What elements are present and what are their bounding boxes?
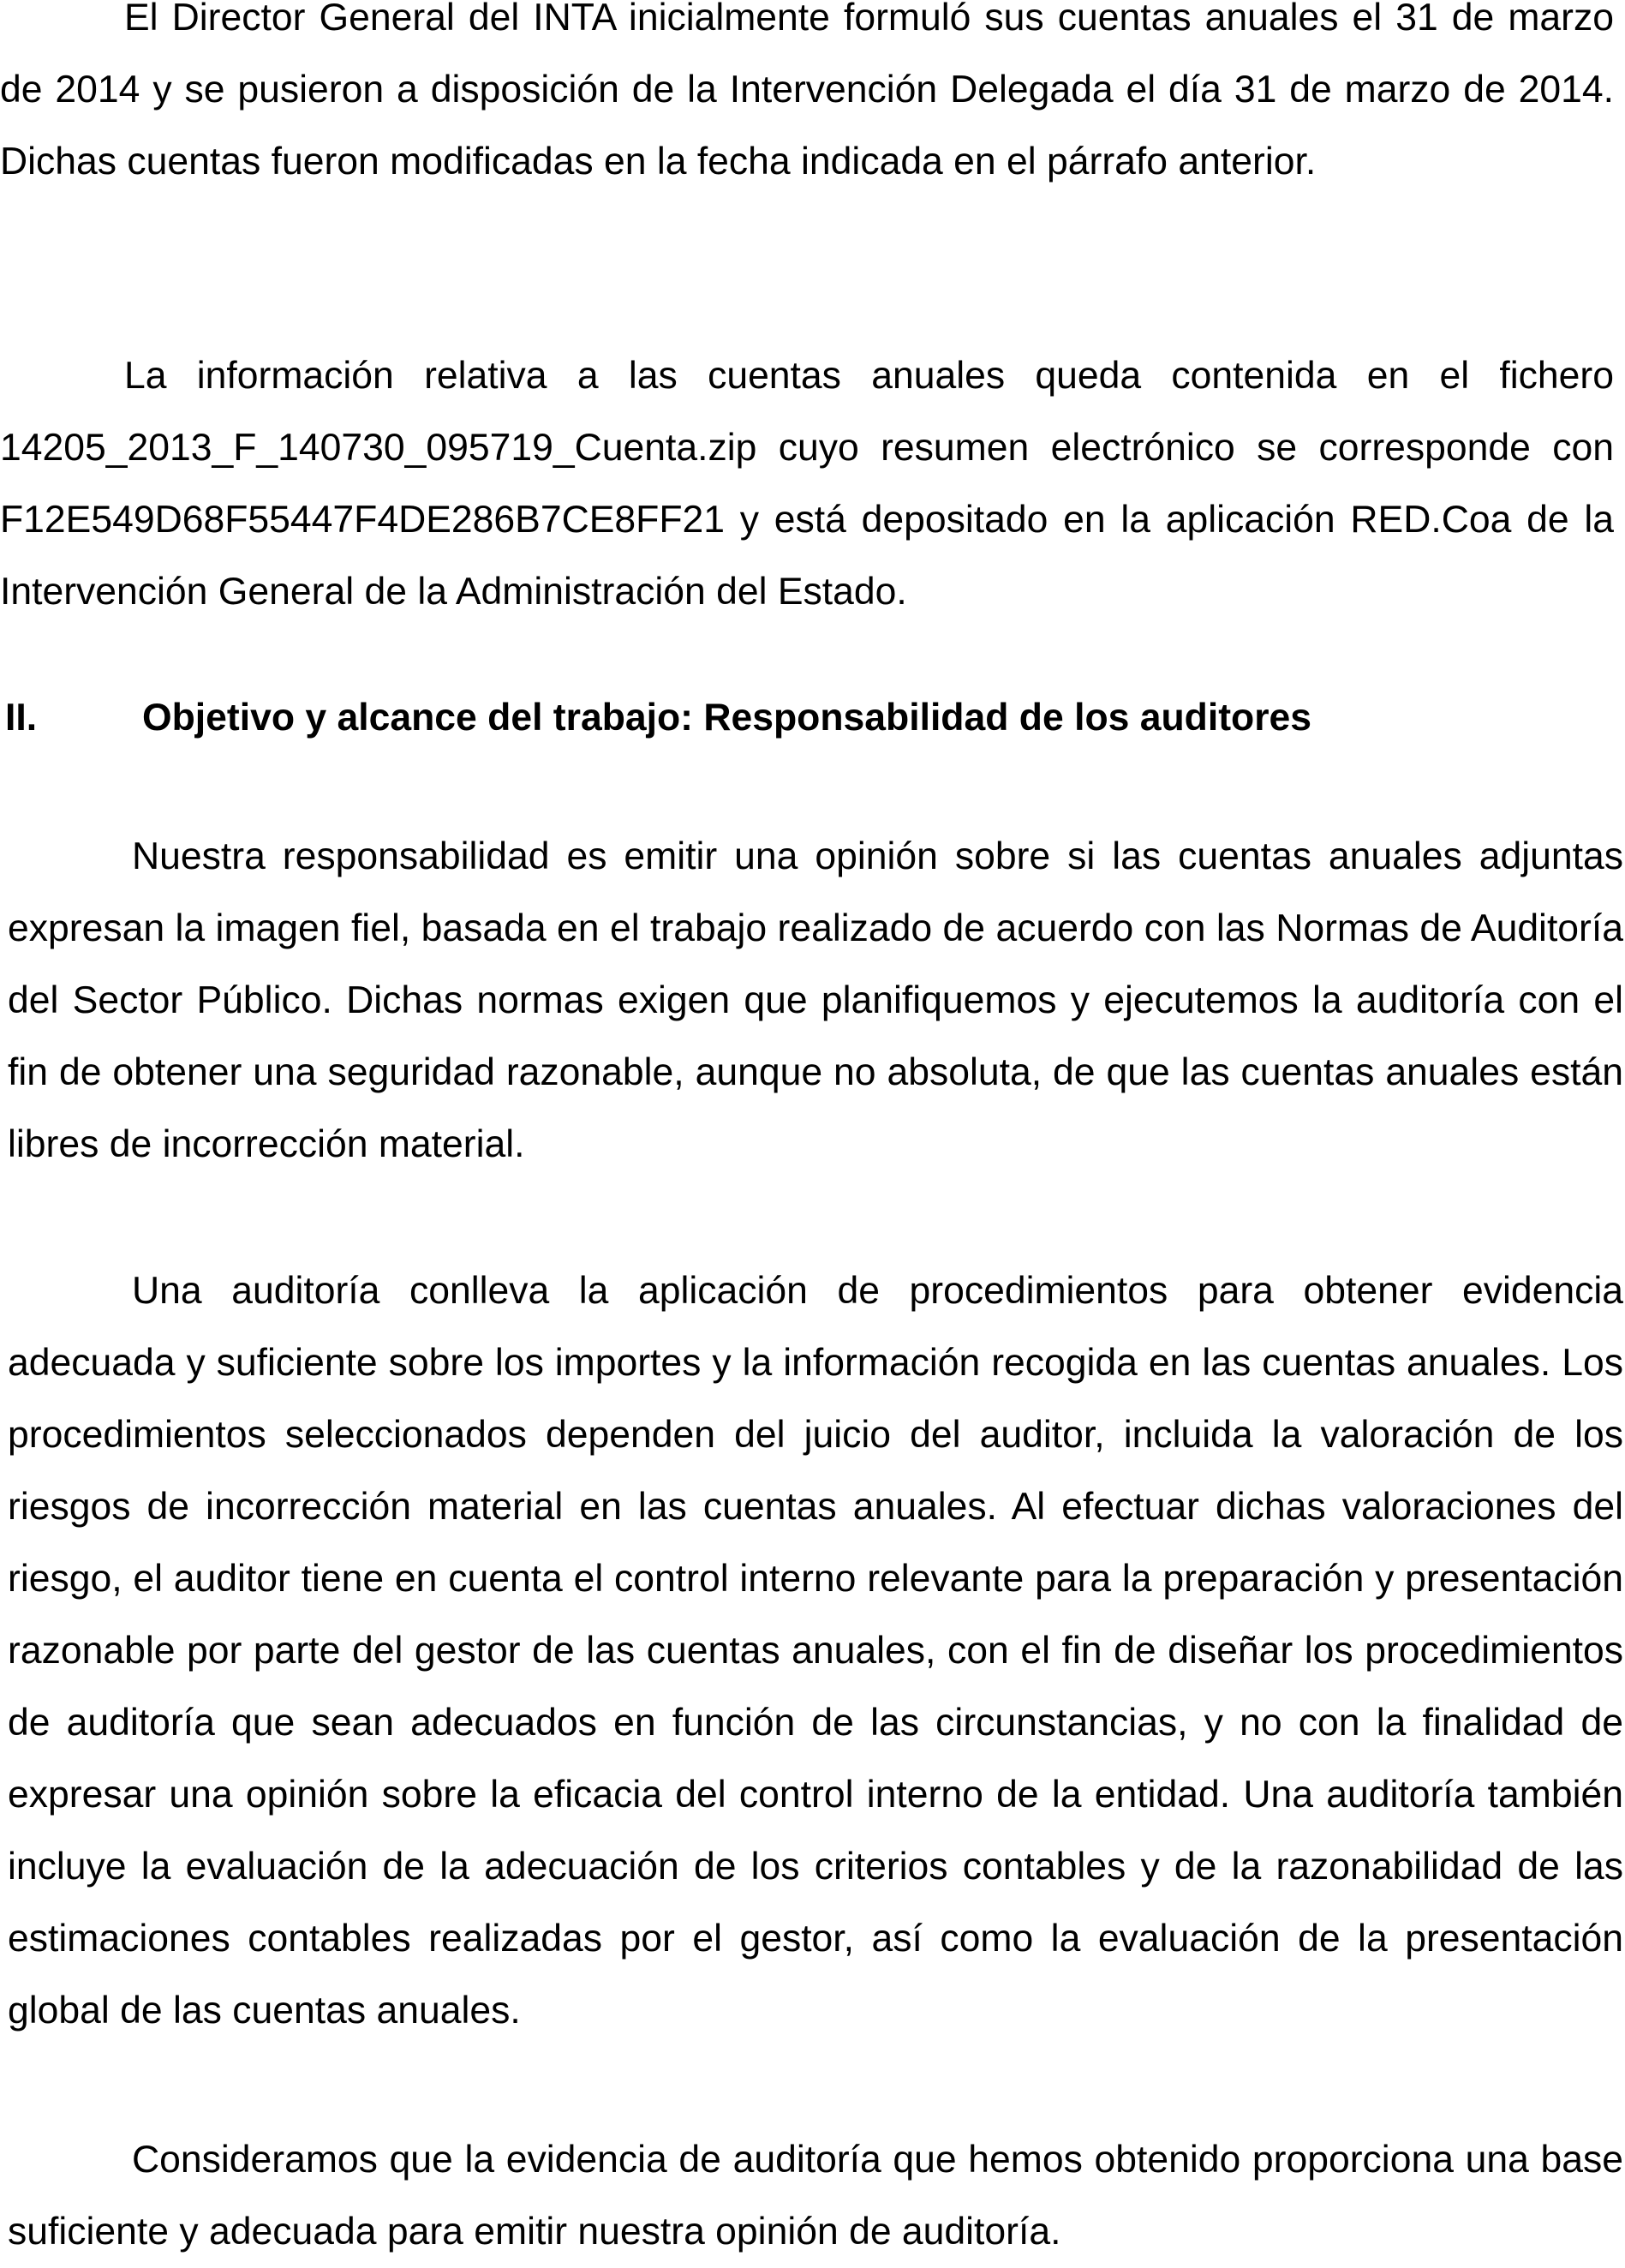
paragraph-text: Consideramos que la evidencia de auditoría que hemos obtenido proporciona una base suficiente y adecuada para emitir nuestra opinión de auditoría.: [8, 2139, 1623, 2253]
paragraph-text: Una auditoría conlleva la aplicación de procedimientos para obtener evidencia adecuada y suficiente sobre los importes y la información recogida en las cuentas anuales. Los procedimientos seleccionados dependen del juicio del auditor, incluida la valoración de los riesgos de incorrección material en las cuentas anuales. Al efectuar dichas valoraciones del riesgo, el auditor tiene en cuenta el control interno relevante para la preparación y presentación razonable por parte del gestor de las cuentas anuales, con el fin de diseñar los procedimientos de auditoría que sean adecuados en función de las circunstancias, y no con la finalidad de expresar una opinión sobre la eficacia del control interno de la entidad. Una auditoría también incluye la evaluación de la adecuación de los criterios contables y de la razonabilidad de las estimaciones contables realizadas por el gestor, así como la evaluación de la presentación global de las cuentas anuales.: [8, 1270, 1623, 2032]
paragraph-text: La información relativa a las cuentas anuales queda contenida en el fichero 14205_2013_F_140730_095719_Cuenta.zip cuyo resumen electrónico se corresponde con F12E549D68F55447F4DE286B7CE8FF21 y está depositado en la aplicación RED.Coa de la Intervención General de la Administración del Estado.: [0, 355, 1614, 613]
paragraph-text: El Director General del INTA inicialmente formuló sus cuentas anuales el 31 de marzo de 2014 y se pusieron a disposición de la Intervención Delegada el día 31 de marzo de 2014. Dichas cuentas fueron modificadas en la fecha indicada en el párrafo anterior.: [0, 0, 1614, 183]
paragraph-file-information: [0, 340, 1614, 628]
paragraph-text: Nuestra responsabilidad es emitir una opinión sobre si las cuentas anuales adjuntas expresan la imagen fiel, basada en el trabajo realizado de acuerdo con las Normas de Auditoría del Sector Público. Dichas normas exigen que planifiquemos y ejecutemos la auditoría con el fin de obtener una seguridad razonable, aunque no absoluta, de que las cuentas anuales están libres de incorrección material.: [8, 835, 1623, 1165]
paragraph-initial-formulation: [0, 0, 1614, 198]
paragraph-auditor-responsibility: [8, 821, 1623, 1181]
section-heading: [0, 682, 1456, 754]
paragraph-audit-procedures: [8, 1255, 1623, 2047]
paragraph-evidence-conclusion: [8, 2124, 1623, 2268]
section-number: II.: [5, 697, 38, 739]
section-title: Objetivo y alcance del trabajo: Responsabilidad de los auditores: [142, 697, 1312, 739]
